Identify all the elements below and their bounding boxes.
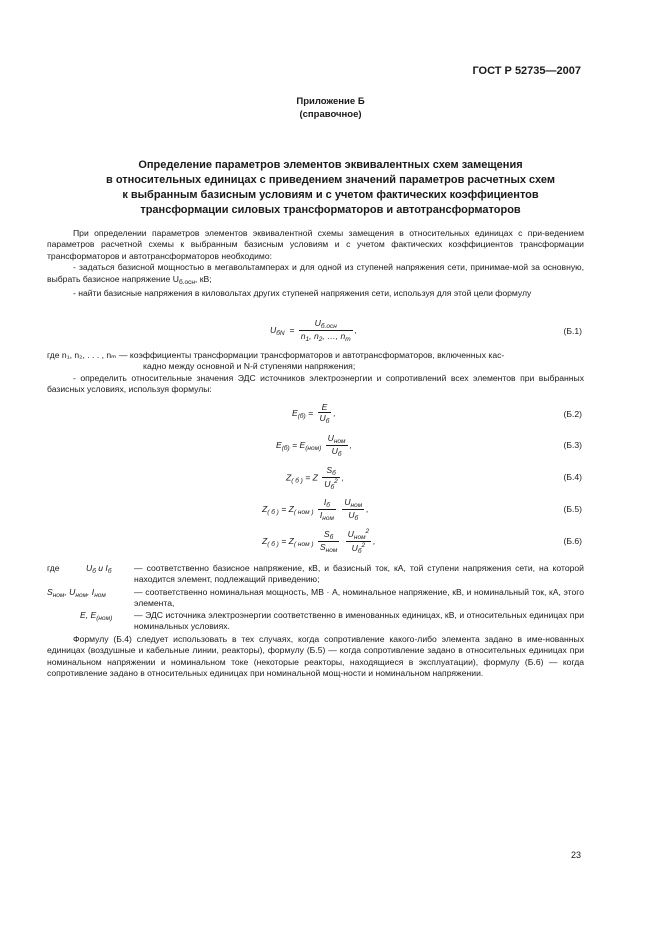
equation-b4: $Z_{( б )} = Z$ $\frac{S_б}{U_б^2}$ , [286,465,345,491]
equation-number: (Б.4) [563,472,582,482]
final-block [47,634,584,680]
page-number: 23 [570,850,581,860]
where-block [47,350,584,396]
def-1-symbols: $U_б$ и $I_б$ [86,563,112,575]
def-3-text [134,610,584,633]
def-3-content: — ЭДС источника электроэнергии соответственно в именованных единицах, кВ, и относительных единицах при номинальных условиях. [134,610,584,632]
final-paragraph: Формулу (Б.4) следует использовать в тех случаях, когда сопротивление какого-либо элемента задано в име-нованных единицах (воздушные и кабельные линии, реакторы), формулу (Б.5) — когда сопротивление задано в относительных единицах при номинальном напряжении и номинальном токе (некоторые реакторы, находящиеся в эксплуатации), формулу (Б.6) — когда сопротивление задано в относительных единицах при номинальной мощ-ности и номинальном напряжении. [47,634,584,679]
equation-number: (Б.2) [563,409,582,419]
equation-b6: $Z_{( б )} = Z_{( ном )}$ $\frac{S_б}{S_{ном}}$ $\frac{U_{ном}^2}{U_б^2}$ , [262,528,376,555]
section-title-line: трансформации силовых трансформаторов и автотрансформаторов [140,204,521,216]
def-2-content: — соответственно номинальная мощность, МВ · А, номинальное напряжение, кВ, и номинальный ток, кА, этого элемента, [134,587,584,609]
item-1-text: - задаться базисной мощностью в мегавольтамперах и для одной из ступеней напряжения сети, принимае-мой за основную, выбрать базисное напряжение U [47,262,584,284]
equation-number: (Б.6) [563,536,582,546]
item-3: - определить относительные значения ЭДС источников электроэнергии и сопротивлений всех элементов при выбранных базисных условиях, используя формулы: [47,372,584,395]
equation-number: (Б.1) [563,326,582,336]
def-2-symbols: $S_{ном}$, $U_{ном}$, $I_{ном}$ [47,587,106,599]
section-title-line: Определение параметров элементов эквивалентных схем замещения [138,159,523,171]
def-1-content: — соответственно базисное напряжение, кВ, и базисный ток, кА, той ступени напряжения сети, на которой находится элемент, подлежащий приведению; [134,563,584,585]
appendix-kind: (справочное) [299,109,362,120]
equation-b3: $E_{(б)} = E_{(ном)}$ $\frac{U_{ном}}{U_б}$ , [276,433,352,458]
section-title-line: к выбранным базисным условиям и с учетом фактических коэффициентов [122,189,539,201]
section-title [70,158,591,218]
intro-paragraph: При определении параметров элементов эквивалентной схемы замещения в относительных единицах с при-ведением параметров расчетной схемы к выбранным базисным условиям и с учетом фактических коэффициентов трансформации трансформаторов и автотрансформаторов необходимо: [47,228,584,261]
where-label: где [47,563,60,573]
equation-b1: $U_{бN}$ = $\frac{U_{б.осн}}{n_1, n_2, \dots, n_m}$ , [270,318,358,343]
item-1 [47,262,584,288]
appendix-title: Приложение Б [296,96,365,107]
def-2-text [134,587,584,610]
def-3-symbols: E, $E_{(ном)}$ [80,610,113,622]
item-2: - найти базисные напряжения в киловольтах других ступеней напряжения сети, используя для этой цели формулу [73,288,532,299]
item-1-end: , кВ; [194,273,212,284]
intro-block [47,228,584,299]
equation-b5: $Z_{( б )} = Z_{( ном )}$ $\frac{I_б}{I_{ном}}$ $\frac{U_{ном}}{U_б}$ , [262,497,369,522]
def-1-text [134,563,584,586]
standard-header: ГОСТ Р 52735—2007 [472,65,581,77]
where-n-line: где n₁, n₂, . . . , nₘ — коэффициенты трансформации трансформаторов и автотрансформаторов, включенных кас- [47,350,505,360]
where-n-line-2: кадно между основной и N-й ступенями напряжения; [143,361,356,372]
equation-number: (Б.5) [563,504,582,514]
item-1-sub: б.осн [178,278,195,286]
equation-number: (Б.3) [563,440,582,450]
equation-b2: $E_{(б)}$ = $\frac{E}{U_б}$ , [292,402,336,425]
section-title-line: в относительных единицах с приведением значений параметров расчетных схем [106,174,555,186]
